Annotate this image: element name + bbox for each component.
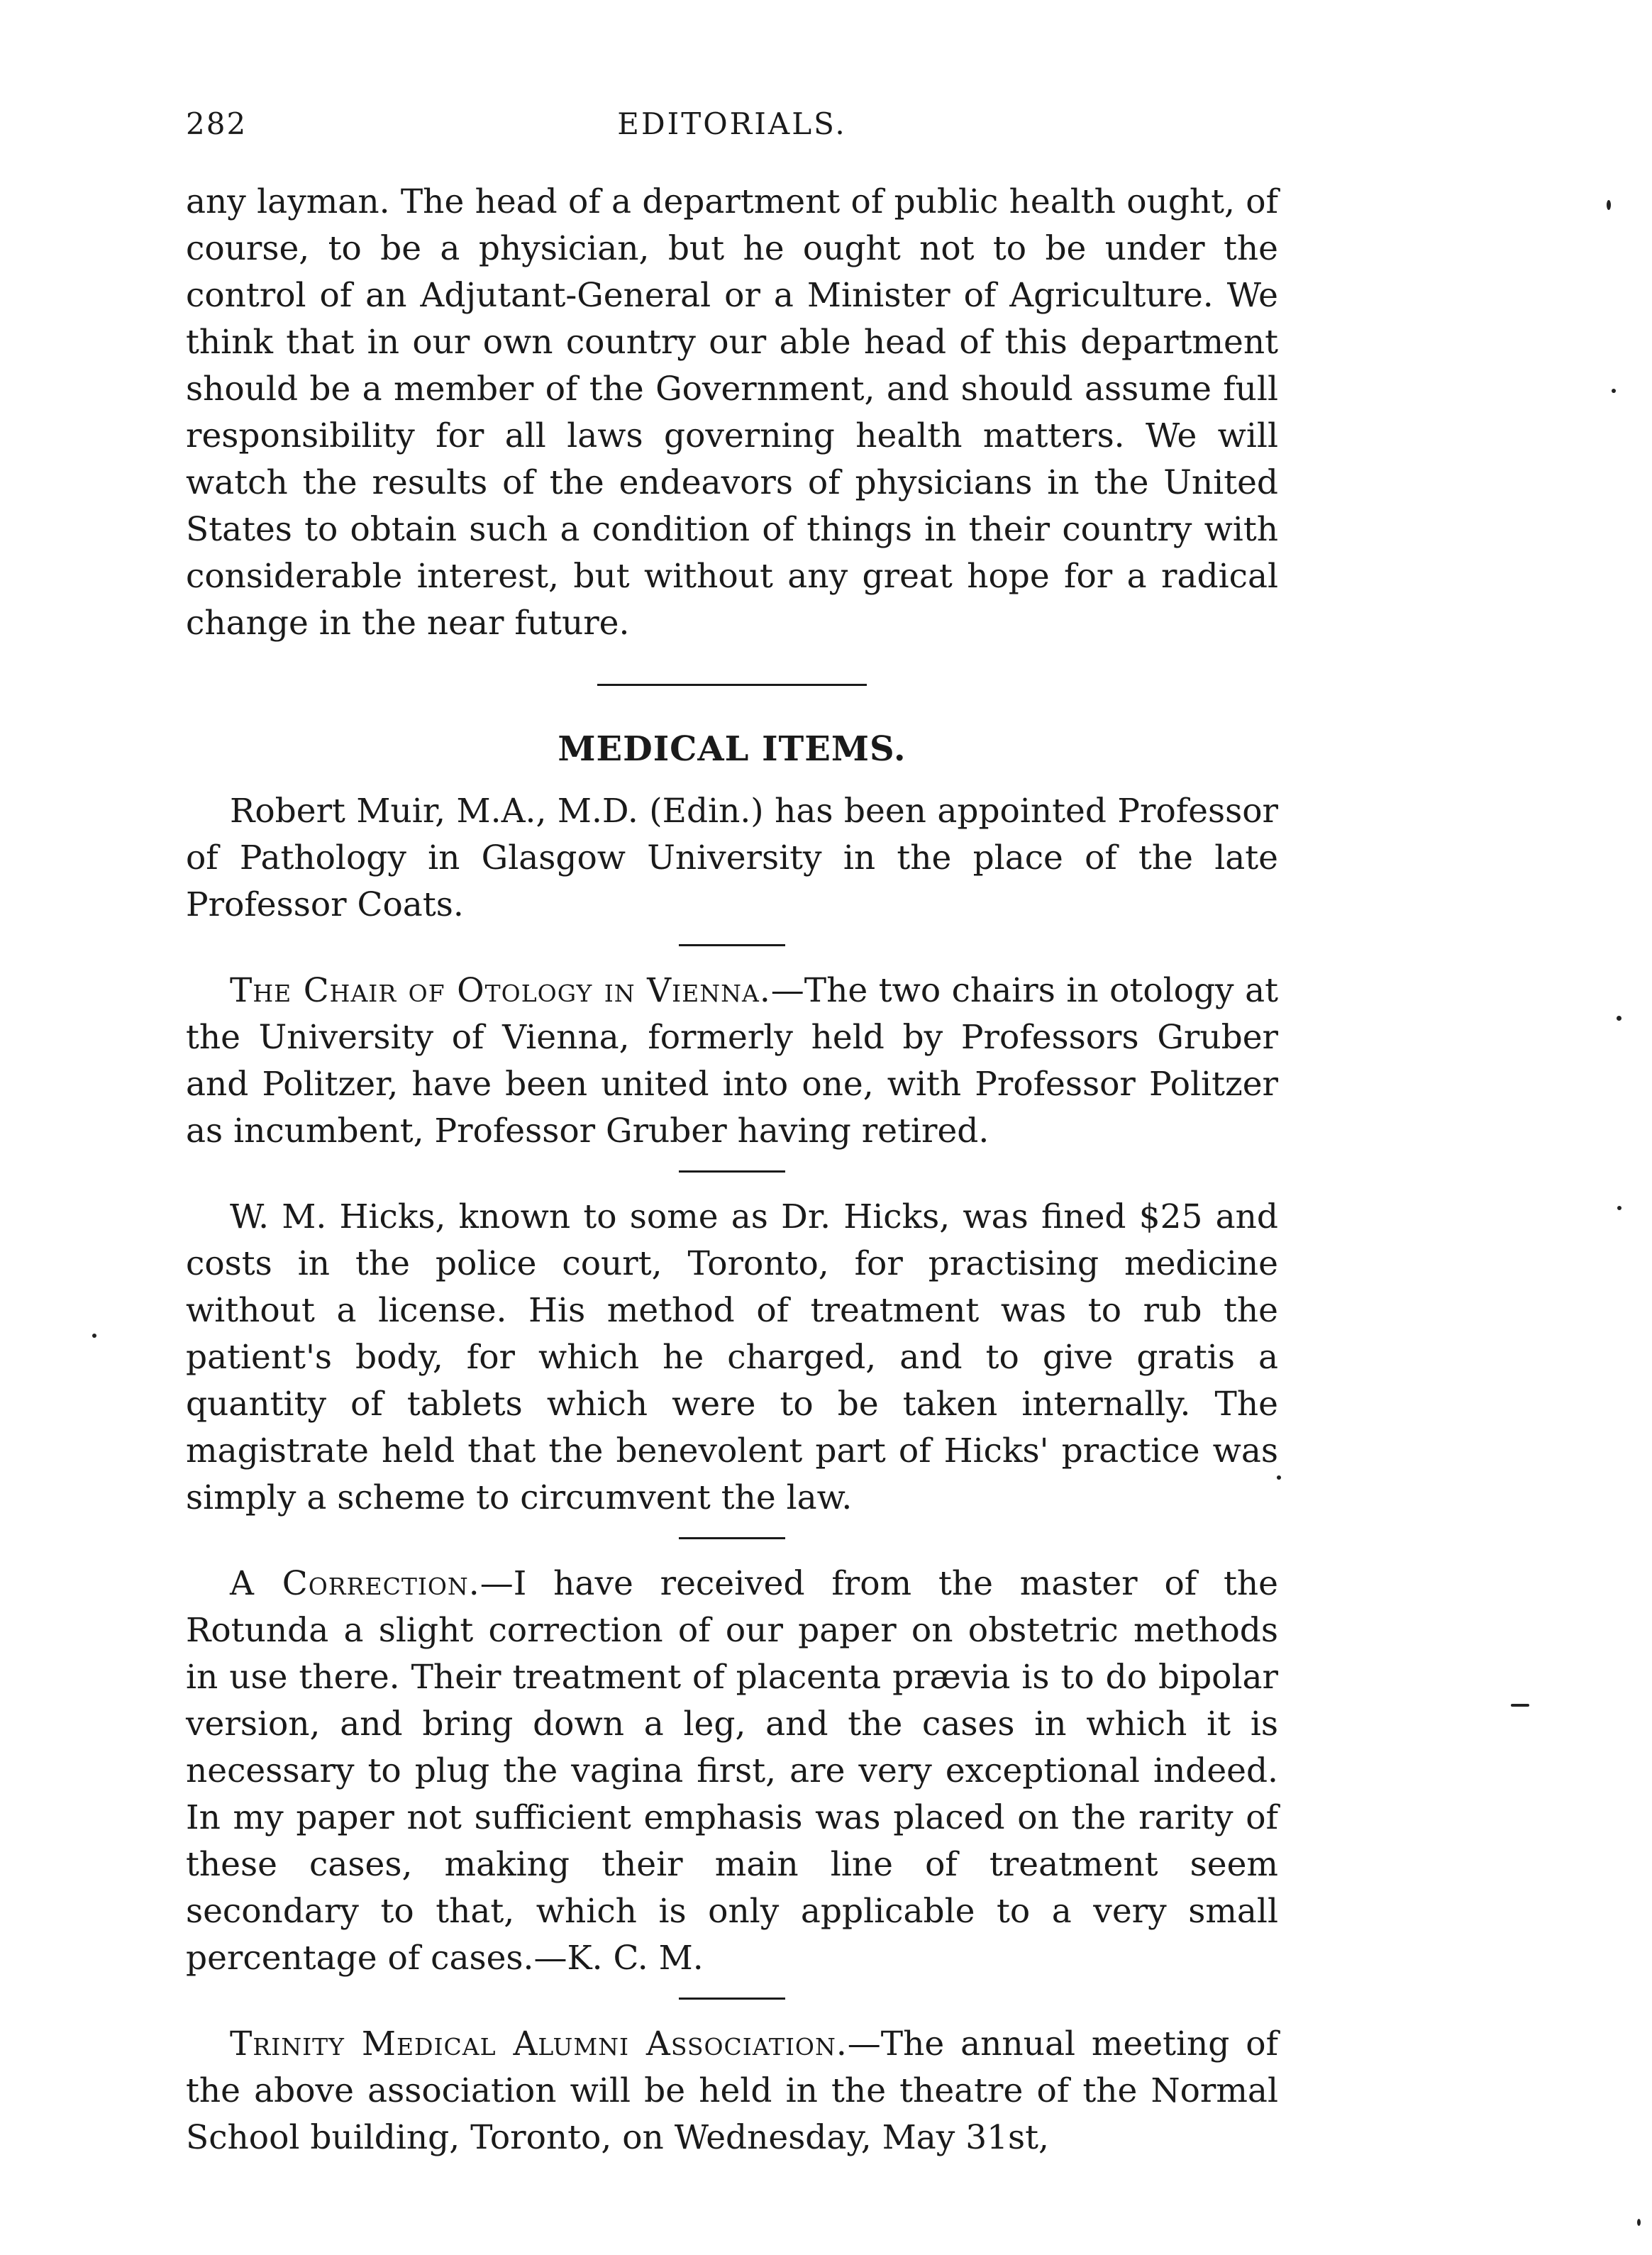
scan-speck bbox=[1637, 2219, 1641, 2226]
item-body: —The two chairs in otology at the University of Vienna, formerly held by Professors Gruber and Politzer, have been united into one, with Professor Politzer as incumbent, Professor Gruber having retired. bbox=[186, 971, 1279, 1151]
item-divider bbox=[679, 1170, 785, 1173]
item-body: —The annual meeting of the above association will be held in the theatre of the Normal School building, Toronto, on Wednesday, May 31st, bbox=[186, 2024, 1278, 2157]
page-number: 282 bbox=[186, 106, 248, 141]
scan-speck bbox=[1612, 389, 1616, 393]
scan-speck bbox=[92, 1334, 96, 1338]
item-lead: A Correction. bbox=[230, 1564, 480, 1603]
item-body: —I have received from the master of the Rotunda a slight correction of our paper on obstetric methods in use there. Their treatment of placenta prævia is to do bipolar version, and bring down a leg, and the cases in which it is necessary to plug the vagina first, are very exceptional indeed. In my paper not sufficient emphasis was placed on the rarity of these cases, making their main line of treatment seem secondary to that, which is only applicable to a very small percentage of cases.—K. C. M. bbox=[186, 1564, 1278, 1978]
scan-speck bbox=[1511, 1704, 1529, 1707]
item-divider bbox=[679, 1998, 785, 2000]
item-divider bbox=[679, 1537, 785, 1539]
text-column bbox=[186, 179, 1278, 2161]
section-divider bbox=[597, 684, 867, 686]
item-lead: The Chair of Otology in Vienna. bbox=[230, 971, 771, 1010]
running-title: EDITORIALS. bbox=[617, 106, 847, 141]
item-muir bbox=[186, 788, 1278, 929]
item-correction bbox=[186, 1561, 1278, 1982]
item-otology-vienna bbox=[186, 968, 1278, 1155]
item-body: Robert Muir, M.A., M.D. (Edin.) has been appointed Professor of Pathology in Glasgow University in the place of the late Professor Coats. bbox=[186, 792, 1278, 924]
item-lead: Trinity Medical Alumni Association. bbox=[230, 2024, 848, 2063]
section-heading: MEDICAL ITEMS. bbox=[558, 729, 907, 769]
running-head bbox=[186, 106, 1278, 149]
scan-speck bbox=[1607, 200, 1611, 210]
item-hicks bbox=[186, 1194, 1278, 1522]
scan-speck bbox=[1617, 1206, 1621, 1210]
item-trinity-alumni bbox=[186, 2021, 1278, 2161]
scan-speck bbox=[1277, 1475, 1281, 1480]
item-divider bbox=[679, 944, 785, 946]
item-body: W. M. Hicks, known to some as Dr. Hicks, was fined $25 and costs in the police court, Toronto, for practising medicine without a license. His method of treatment was to rub the patient's body, for which he charged, and to give gratis a quantity of tablets which were to be taken internally. The magistrate held that the benevolent part of Hicks' practice was simply a scheme to circumvent the law. bbox=[186, 1197, 1278, 1517]
scan-speck bbox=[1617, 1016, 1621, 1021]
continuation-paragraph: any layman. The head of a department of public health ought, of course, to be a physician, but he ought not to be under the control of an Adjutant-General or a Minister of Agriculture. We think that in our own country our able head of this department should be a member of the Government, and should assume full responsibility for all laws governing health matters. We will watch the results of the endeavors of physicians in the United States to obtain such a condition of things in their country with considerable interest, but without any great hope for a radical change in the near future. bbox=[186, 182, 1278, 643]
